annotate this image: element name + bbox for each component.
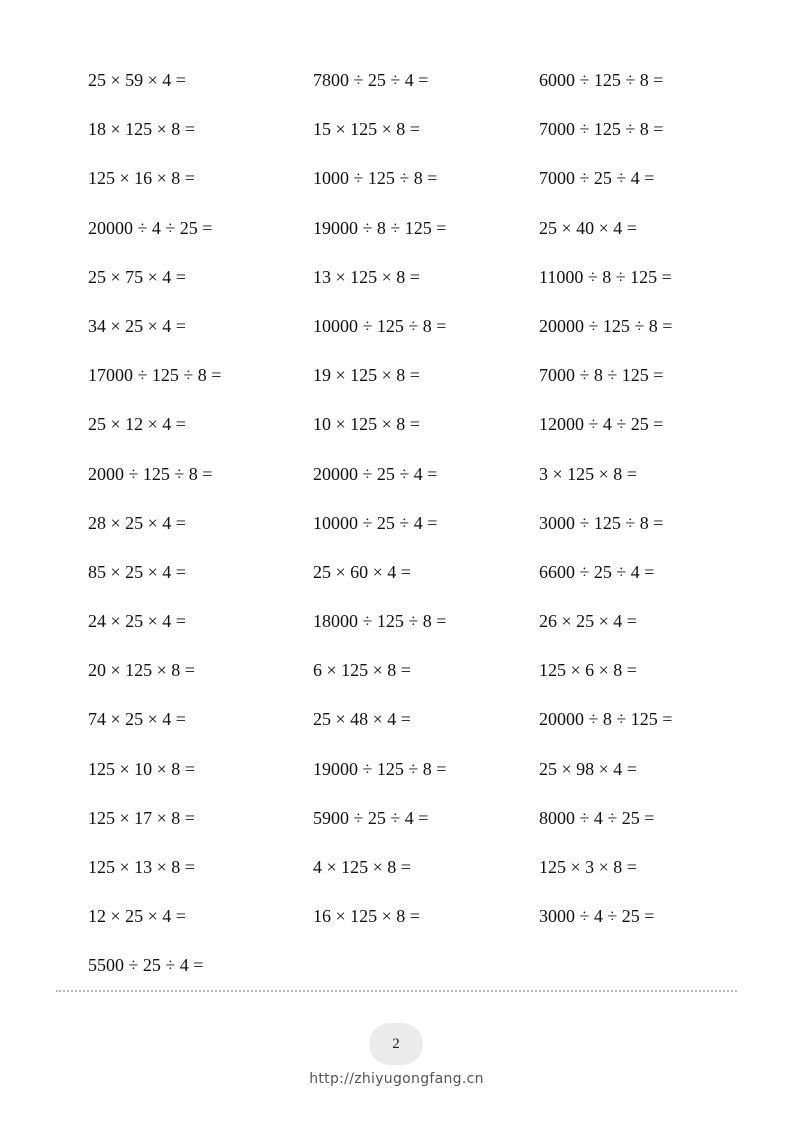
problem-item: 125 × 16 × 8 = (88, 168, 195, 189)
problem-item: 125 × 17 × 8 = (88, 807, 195, 828)
problem-item: 10 × 125 × 8 = (313, 414, 420, 435)
problem-item: 13 × 125 × 8 = (313, 266, 420, 287)
problem-item: 19 × 125 × 8 = (313, 365, 420, 386)
site-url[interactable]: http://zhiyugongfang.cn (309, 1071, 484, 1087)
problem-item: 11000 ÷ 8 ÷ 125 = (539, 266, 672, 287)
problem-item: 20000 ÷ 4 ÷ 25 = (88, 217, 213, 238)
problem-item: 19000 ÷ 8 ÷ 125 = (313, 217, 447, 238)
problem-item: 5500 ÷ 25 ÷ 4 = (88, 955, 204, 976)
problem-item: 3000 ÷ 4 ÷ 25 = (539, 906, 655, 927)
page-number: 2 (369, 1023, 423, 1065)
problem-item: 6600 ÷ 25 ÷ 4 = (539, 561, 655, 582)
problem-item: 74 × 25 × 4 = (88, 709, 186, 730)
problem-item: 19000 ÷ 125 ÷ 8 = (313, 758, 447, 779)
problem-item: 25 × 12 × 4 = (88, 414, 186, 435)
problem-item: 125 × 10 × 8 = (88, 758, 195, 779)
problem-item: 26 × 25 × 4 = (539, 611, 637, 632)
problem-item: 17000 ÷ 125 ÷ 8 = (88, 365, 222, 386)
problem-item: 3000 ÷ 125 ÷ 8 = (539, 512, 664, 533)
problem-item: 20000 ÷ 125 ÷ 8 = (539, 315, 673, 336)
problem-item: 2000 ÷ 125 ÷ 8 = (88, 463, 213, 484)
problem-item: 7000 ÷ 25 ÷ 4 = (539, 168, 655, 189)
problem-item: 7000 ÷ 125 ÷ 8 = (539, 119, 664, 140)
problem-item: 25 × 48 × 4 = (313, 709, 411, 730)
problem-grid (88, 56, 739, 991)
problem-item: 20000 ÷ 25 ÷ 4 = (313, 463, 438, 484)
problem-item: 25 × 98 × 4 = (539, 758, 637, 779)
problem-item: 18000 ÷ 125 ÷ 8 = (313, 611, 447, 632)
problem-item: 8000 ÷ 4 ÷ 25 = (539, 807, 655, 828)
problem-item: 12000 ÷ 4 ÷ 25 = (539, 414, 664, 435)
problem-item: 34 × 25 × 4 = (88, 315, 186, 336)
problem-item: 6000 ÷ 125 ÷ 8 = (539, 70, 664, 90)
problem-item: 125 × 13 × 8 = (88, 857, 195, 877)
problem-item: 12 × 25 × 4 = (88, 906, 186, 927)
problem-item: 4 × 125 × 8 = (313, 857, 411, 877)
problem-item: 15 × 125 × 8 = (313, 119, 420, 140)
problem-item: 5900 ÷ 25 ÷ 4 = (313, 807, 429, 828)
problem-item: 20000 ÷ 8 ÷ 125 = (539, 709, 673, 730)
problem-item: 125 × 3 × 8 = (539, 857, 637, 877)
problem-item: 1000 ÷ 125 ÷ 8 = (313, 168, 438, 189)
problem-item: 10000 ÷ 25 ÷ 4 = (313, 512, 438, 533)
problem-item: 125 × 6 × 8 = (539, 660, 637, 681)
problem-item: 24 × 25 × 4 = (88, 611, 186, 632)
problem-item: 20 × 125 × 8 = (88, 660, 195, 681)
problem-item: 25 × 60 × 4 = (313, 561, 411, 582)
dotted-divider (56, 990, 737, 992)
problem-item: 6 × 125 × 8 = (313, 660, 411, 681)
problem-item: 7800 ÷ 25 ÷ 4 = (313, 70, 429, 90)
problem-item: 25 × 75 × 4 = (88, 266, 186, 287)
problem-item: 28 × 25 × 4 = (88, 512, 186, 533)
problem-item: 10000 ÷ 125 ÷ 8 = (313, 315, 447, 336)
problem-item: 18 × 125 × 8 = (88, 119, 195, 140)
problem-item: 25 × 40 × 4 = (539, 217, 637, 238)
problem-item: 3 × 125 × 8 = (539, 463, 637, 484)
problem-item: 85 × 25 × 4 = (88, 561, 186, 582)
problem-item: 25 × 59 × 4 = (88, 70, 186, 90)
problem-item: 7000 ÷ 8 ÷ 125 = (539, 365, 664, 386)
problem-item: 16 × 125 × 8 = (313, 906, 420, 927)
